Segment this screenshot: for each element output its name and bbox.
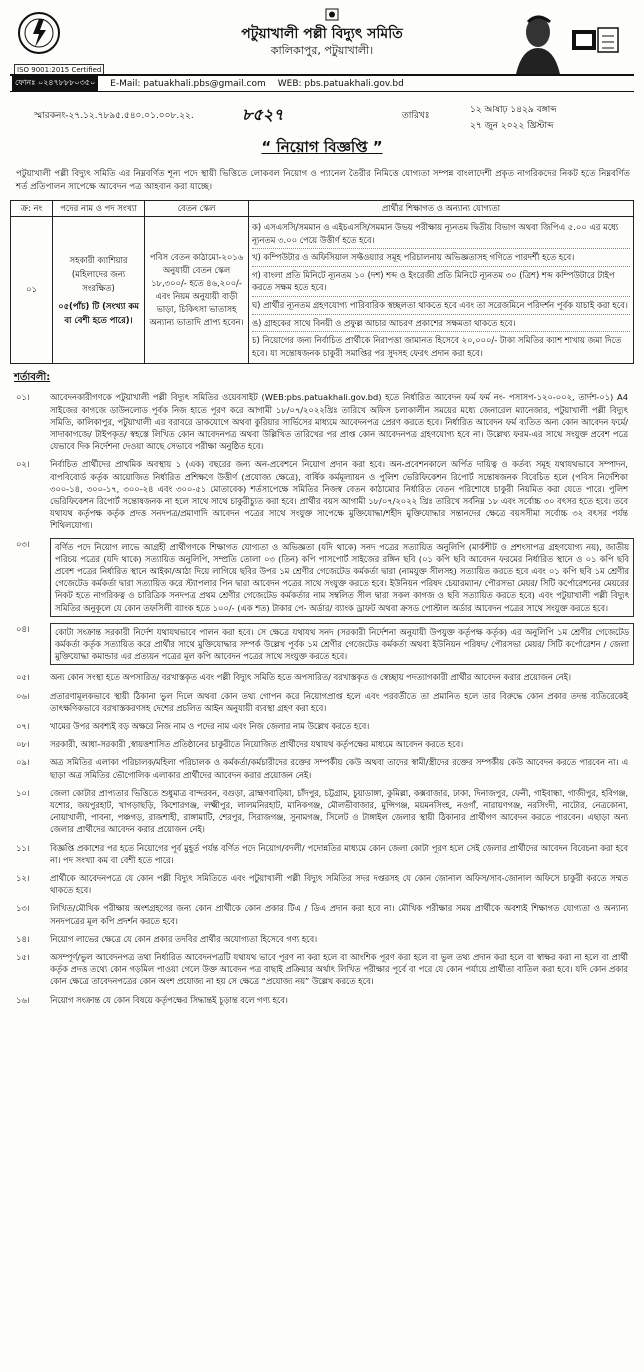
term-number: ১৩।: [16, 903, 30, 914]
term-number: ১৪।: [16, 933, 30, 944]
table-row: [11, 217, 634, 364]
iso-certification: ISO 9001:2015 Certified: [14, 64, 104, 76]
term-item: [10, 951, 634, 988]
term-number: ১২।: [16, 873, 30, 884]
portrait-image-icon: [508, 8, 564, 74]
date-bangla: ১২ আষাঢ় ১৪২৯ বঙ্গাব্দ: [470, 105, 557, 115]
term-item: [10, 671, 634, 683]
email-link[interactable]: E-Mail: patuakhali.pbs@gmail.com: [110, 78, 266, 89]
website-link[interactable]: WEB: pbs.patuakhali.gov.bd: [277, 78, 404, 89]
header-pay-scale: বেতন স্কেল: [145, 201, 249, 217]
row-serial: ০১: [11, 217, 53, 364]
term-text: জেলা কোটার প্রাপ্যতার ভিত্তিতে শুধুমাত্র বান্দরবন, বগুড়া, ব্রাহ্মণবাড়িয়া, চাঁদপুর, চট্টগ্রাম, চুয়াডাঙ্গা, কুমিল্লা, কক্সবাজার, ঢাকা, দিনাজপুর, ফেনী, গাইবান্ধা, গাজীপুর, হবিগঞ্জ, যশোর, জয়পুরহাট, খাগড়াছড়ি, কিশোরগঞ্জ, লক্ষ্মীপুর, লালমনিরহাট, মানিকগঞ্জ, মৌলভীবাজার, মুন্সিগঞ্জ, ময়মনসিংহ, নওগাঁ, নারায়ণগঞ্জ, নরসিংদী, নাটোর, নেত্রকোনা, নোয়াখালী, পাবনা, পঞ্চগড়, রাজশাহী, রাঙ্গামাটি, শেরপুর, সিরাজগঞ্জ, সুনামগঞ্জ, সিলেট ও টাঙ্গাইল জেলার স্থায়ী ঠিকানার প্রার্থীগণ আবেদন করতে পারবেন। এছাড়া অন্য জেলার প্রার্থীদের আবেদন করার প্রয়োজন নেই।: [50, 787, 628, 835]
post-count: ০৫(পাঁচ) টি (সংখ্যা কম বা বেশী হতে পারে)।: [58, 301, 139, 326]
term-item: [10, 690, 634, 714]
notice-title-container: [10, 136, 634, 162]
terms-list: [10, 391, 634, 1006]
vacancy-table: [10, 200, 634, 364]
term-item: [10, 994, 634, 1006]
post-cell: [53, 217, 145, 364]
term-item: [10, 902, 634, 926]
government-seal-icon: [312, 8, 352, 22]
term-number: ০৮।: [16, 739, 30, 750]
organization-address: কালিকাপুর, পটুয়াখালী।: [270, 44, 374, 57]
term-text: প্রতারণামূলকভাবে স্থায়ী ঠিকানা ভুল দিলে অথবা কোন তথ্য গোপন করে নিয়োগপ্রাপ্ত হলে এবং পরবর্তীতে তা প্রমানিত হলে তার বিরুদ্ধে কোন প্রকার তদন্ত ব্যতিরেকেই তাৎক্ষণিকভাবে বরখাস্তকরণসহ দেশের প্রচলিত আইন অনুযায়ী ব্যবস্থা গ্রহণ করা হবে।: [50, 690, 628, 713]
term-item: [10, 623, 634, 666]
memo-reference: স্মারকনং-২৭.১২.৭৮৯৫.৫৪০.০১.০০৮.২২.: [34, 111, 194, 121]
memo-number: ৮৫২৭: [242, 105, 284, 124]
header-post: পদের নাম ও পদ সংখ্যা: [53, 201, 145, 217]
term-text: বর্ণিত পদে নিয়োগ লাভে আগ্রহী প্রার্থীগণকে শিক্ষাগত যোগ্যতা ও অভিজ্ঞতা (যদি থাকে) সনদ পত্রের সত্যায়িত অনুলিপি (মার্কশীট ও প্রশংসাপত্র গ্রহণযোগ্য নয়), জাতীয় পরিচয় পত্রের (যদি থাকে) সত্যায়িত অনুলিপি, সম্প্রতি তোলা ০৩ (তিন) কপি পাসপোর্ট সাইজের রঙ্গিন ছবি (০১ কপি ছবি আবেদন ফরমের নির্ধারিত স্থানে ও ০১ কপি ছবি প্রবেশ পত্রের নির্ধারিত স্থানে আইকা/আঠা দিয়ে লাগিয়ে ছবির উপর ১ম শ্রেণীর গেজেটেড কর্মকর্তা দ্বারা (নামযুক্ত সীলসহ) সত্যায়িত করতে হবে এবং ০১ কপি ছবি ১ম শ্রেণীর গেজেটেড কর্মকর্তা দ্বারা সত্যায়িত করে স্ট্যাপলার পিন দ্বারা আবেদন পত্রের সাথে সংযুক্ত করতে হবে। ইউনিয়ন পরিষদ চেয়ারম্যান/ পৌরসভা মেয়র/ সিটি কর্পোরেশনের মেয়রের নিকট হতে নাগরিকত্ব ও চারিত্রিক সনদপত্র প্রথম শ্রেণীর গেজেটেড কর্মকর্তার নাম সম্বলিত সীল দ্বারা সকল কাগজ ও ছবি সত্যায়িত করতে হবে) এবং পটুয়াখালী পল্লী বিদ্যুৎ সমিতির অনুকূলে যে কোন তফসিলী ব্যাংক হতে ১০০/- (এক শত) টাকার পে- অর্ডার/ ব্যাংক ড্রাফট অথবা ক্রসড পোস্টাল অর্ডার আবেদন পত্রের সাথে সংযুক্ত করতে হবে।: [50, 538, 634, 617]
qualification-item: ক) এসএসসি/সমমান ও এইচএসসি/সমমান উভয় পরীক্ষায় ন্যূনতম দ্বিতীয় বিভাগ অথবা জিপিএ ৫.০০ এর মধ্যে ন্যূনতম ৩.০০ পেয়ে উত্তীর্ণ হতে হবে।: [252, 219, 630, 249]
term-number: ০৬।: [16, 690, 30, 701]
term-text: প্রার্থীকে আবেদনপত্রে যে কোন পল্লী বিদ্যুৎ সমিতিতে এবং পটুয়াখালী পল্লী বিদ্যুৎ সমিতির সদর দপ্তরসহ যে কোন জোনাল অফিস/সাব-জোনাল অফিসে চাকুরী করতে সম্মত থাকতে হবে।: [50, 873, 628, 896]
qualification-item: খ) কম্পিউটার ও অফিসিয়াল সফ্টওয়্যার সমূহ পরিচালনায় অভিজ্ঞতাসহ গণিতে পারদর্শী হতে হবে।: [252, 249, 630, 267]
term-item: [10, 391, 634, 452]
term-item: [10, 872, 634, 896]
letterhead: [10, 6, 634, 96]
term-text: অন্য কোন সংস্থা হতে অপসারিত/ বরখাস্তকৃত এবং পল্লী বিদ্যুৎ সমিতি হতে অপসারিত/ বরখাস্তকৃত ও স্বেচ্ছায় পদত্যাগকারী প্রার্থীর আবেদন করার প্রয়োজন নেই।: [50, 672, 571, 683]
term-text: খামের উপর অবশ্যই বড় অক্ষরে নিজ নাম ও পদের নাম এবং নিজ জেলার নাম উল্লেখ করতে হবে।: [50, 721, 370, 732]
post-name: সহকারী ক্যাশিয়ার (মহিলাদের জন্য সংরক্ষিত): [69, 255, 128, 294]
intro-paragraph: পটুয়াখালী পল্লী বিদ্যুৎ সমিতি এর নিম্নবর্ণিত শূন্য পদে স্থায়ী ভিত্তিতে লোকবল নিয়োগ ও প্যানেল তৈরীর নিমিত্তে যোগ্যতা সম্পন্ন বাংলাদেশী প্রকৃত নাগরিকদের নিকট হতে নিম্নবর্ণিত শর্ত প্রতিপালন সাপেক্ষে আবেদন পত্র আহবান করা যাচ্ছে।: [16, 169, 630, 192]
terms-heading: শর্তাবলী:: [14, 372, 51, 384]
term-number: ১৬।: [16, 994, 30, 1005]
qualification-item: গ) বাংলা প্রতি মিনিটে ন্যূনতম ১০ (দশ) শব্দ ও ইংরেজী প্রতি মিনিটে ন্যূনতম ৩০ (ত্রিশ) শব্দ কম্পিউটারে টাইপ করতে সক্ষম হতে হবে।: [252, 267, 630, 297]
term-number: ০২।: [16, 459, 30, 470]
header-serial: ক্র: নং: [11, 201, 53, 217]
phone-number: ফোনঃ ০২৪৭৮৮৮০৩৫০: [12, 76, 98, 91]
term-item: [10, 538, 634, 617]
table-header-row: [11, 201, 634, 217]
term-item: [10, 787, 634, 836]
date-english: ২৭ জুন ২০২২ খ্রিস্টাব্দ: [470, 121, 554, 131]
reference-row: [10, 102, 634, 136]
mujib-year-logo-icon: [568, 14, 624, 64]
term-item: [10, 738, 634, 750]
organization-name: পটুয়াখালী পল্লী বিদ্যুৎ সমিতি: [241, 26, 403, 42]
term-item: [10, 842, 634, 866]
term-item: [10, 458, 634, 531]
term-number: ১৫।: [16, 952, 30, 963]
term-text: অসম্পূর্ণ/ভুল আবেদনপত্র তথা নির্ধারিত আবেদনপত্রটি যথাযথ ভাবে পূরণ না করা হলে বা আংশিক পূরণ করা হলে বা ভুল তথ্য প্রদান করা হলে বা স্বাক্ষর করা না হলে বা প্রার্থী কর্তৃক প্রদত্ত তথ্যে কোন গড়মিল পাওয়া গেলে উক্ত আবেদন পত্র বাছাই প্রক্রিয়ার অর্থাৎ লিখিত পরীক্ষার পূর্বে বা পরে যে কোন পর্যায়ে প্রার্থীতা বাতিল করা হবে। যদি কোন প্রকার কোন ক্ষেত্রে তাবেদনপত্রের কোন অংশ প্রযোজ্য না হয় সে ক্ষেত্রে “প্রযোজ্য নয়” উল্লেখ করতে হবে।: [50, 952, 628, 987]
term-item: [10, 756, 634, 780]
term-text: আবেদনকারীগণকে পটুয়াখালী পল্লী বিদ্যুৎ সমিতির ওয়েবসাইট (WEB:pbs.patuakhali.gov.bd) হতে নির্ধারিত আবেদন ফর্ম ফর্ম নং- পসাসপ-১২০-০০২, তার্দশ-০১) A4 সাইজের কাগজে ডাউনলোড পূর্বক নিজ হাতে পূরণ করে আগামী ১৮/০৭/২০২২খ্রিঃ তারিখে অফিস চলাকালীন সময়ের মধ্যে জেনারেল ম্যানেজার, পটুয়াখালী পল্লী বিদ্যুৎ সমিতি, কালিকাপুর, পটুয়াখালী এর বরাবরে ডাকযোগে অথবা কুরিয়ার সার্ভিসের মাধ্যমে আবেদনপত্র প্রেরণ করতে হবে। নির্ধারিত আবেদন ফর্ম ব্যতিত অন্য কোন আবেদন ফর্মে/সাদাকাগজে/ টাইপকৃত/ স্বহস্তে লিখিত কোন আবেদনপত্র অথবা উল্লিখিত তারিখের পর প্রাপ্ত কোন আবেদনপত্র গ্রহণযোগ্য হবে না। উল্লেখ্য ফরম-এর সাথে সংযুক্ত প্রবেশ পত্রে যেভাবে দিক নির্দেশনা দেওয়া আছে সেভাবে পরীক্ষা অনুষ্ঠিত হবে।: [50, 392, 628, 452]
term-item: [10, 933, 634, 945]
term-number: ০৩।: [16, 538, 30, 549]
qualification-item: ঙ) গ্রাহকের সাথে বিনয়ী ও প্রফুল্ল আচার আচরণ প্রকাশের সক্ষমতা থাকতে হবে।: [252, 315, 630, 333]
date-label: তারিখঃ: [402, 111, 430, 121]
term-number: ১১।: [16, 842, 30, 853]
term-number: ০৯।: [16, 757, 30, 768]
term-text: নিয়োগ সংক্রান্ত যে কোন বিষয়ে কর্তৃপক্ষের সিদ্ধান্তই চূড়ান্ত বলে গণ্য হবে।: [50, 994, 288, 1005]
term-text: নির্বাচিত প্রার্থীদের প্রাথমিক অবস্থায় ১ (এক) বছরের জন্য অন-প্রবেশনে নিয়োগ প্রদান করা হবে। অন-প্রবেশনকালে অর্পিত দায়িত্ব ও কর্তব্য সমূহ যথাযথভাবে সম্পাদন, বাপবিবোর্ড কর্তৃক আয়োজিত নির্ধারিত প্রশিক্ষণে উত্তীর্ণ (প্রযোজ্য ক্ষেত্রে), বার্ষিক কর্মমূল্যায়ন ও পুলিশ ভেরিফিকেশন রিপোর্ট সন্তোষজনক বিবেচিত হলে (পবিস নির্দেশিকা ৩০০-১৪, ৩০০-১৭, ৩০০-২৪ এবং ৩০০-৫১ মোতাবেক) শর্তসাপেক্ষে সমিতির নিজস্ব বেতন কাঠামোর নির্ধারিত বেতন পরিশোধে চাকুরী নিয়মিত করা যেতে পারে। পুলিশ ভেরিফিকেশন রিপোর্ট সন্তোষজনক না হলে সাথে সাথে চাকুরীচ্যুত করা হবে। প্রার্থীর বয়স আগামী ১৮/০৭/২০২২ খ্রিঃ তারিখে সর্বনিম্ন ১৮ এবং সর্বোচ্চ ৩০ বৎসর হতে হবে। তবে যথাযথ কর্তৃপক্ষ কর্তৃক প্রদত্ত সনদপত্র/প্রমাণাদি আবেদন পত্রের সাথে সংযুক্ত সাপেক্ষে মুক্তিযোদ্ধা/শহীদ মুক্তিযোদ্ধার সন্তানদের ক্ষেত্রে বয়সসীমা সর্বোচ্চ ৩২ বৎসর পর্যন্ত শিথিলযোগ্য।: [50, 459, 628, 531]
term-number: ১০।: [16, 787, 30, 798]
qualification-item: ঘ) প্রার্থীর ন্যূনতম গ্রহণযোগ্য পারিবারিক স্বচ্ছলতা থাকতে হবে এবং তা সরেজমিনে পরিদর্শন পূর্বক যাচাই করা হবে।: [252, 297, 630, 315]
term-text: লিখিত/মৌখিক পরীক্ষায় অংশগ্রহণের জন্য কোন প্রার্থীকে কোন প্রকার টিএ / ডিএ প্রদান করা হবে না। মৌখিক পরীক্ষার সময় প্রার্থীকে অবশ্যই শিক্ষাগত যোগ্যতা ও অন্যান্য সনদপত্রের মূল কপি প্রদর্শন করতে হবে।: [50, 903, 628, 926]
term-number: ০৭।: [16, 721, 30, 732]
term-number: ০১।: [16, 392, 30, 403]
qualification-cell: [249, 217, 634, 364]
term-text: সরকারী, আধা-সরকারী ,স্বায়ত্তশাসিত প্রতিষ্ঠানের চাকুরীতে নিয়োজিত প্রার্থীদের যথাযথ কর্তৃপক্ষের মাধ্যমে আবেদন করতে হবে।: [50, 739, 464, 750]
term-number: ০৪।: [16, 623, 30, 634]
header-qualification: প্রার্থীর শিক্ষাগত ও অন্যান্য যোগ্যতা: [249, 201, 634, 217]
qualification-item: চ) নিয়োগের জন্য নির্বাচিত প্রার্থীকে নিরাপত্তা জামানত হিসেবে ২০,০০০/- টাকা সমিতির ক্যাশ শাখায় জমা দিতে হবে। যা সন্তোষজনক চাকুরী সমাপ্তির পর সুদসহ ফেরৎ প্রদান করা হবে।: [252, 335, 622, 358]
notice-title: “ নিয়োগ বিজ্ঞপ্তি ”: [261, 138, 383, 156]
term-number: ০৫।: [16, 672, 30, 683]
term-text: বিজ্ঞপ্তি প্রকাশের পর হতে নিয়োগের পূর্ব মুহূর্ত পর্যন্ত বর্ণিত পদে নিয়োগ/বদলী/ পদোন্নতির মাধ্যমে কোন জেলা কোটা পূরণ হলে সেই জেলার প্রার্থীদের আবেদন বিবেচনা করা হবে না। পদ সংখ্যা কম বা বেশী হতে পারে।: [50, 842, 628, 865]
term-item: [10, 720, 634, 732]
term-text: কোটা সংক্রান্ত সরকারী নির্দেশ যথাযথভাবে পালন করা হবে। সে ক্ষেত্রে যথাযথ সনদ (সরকারী নির্দেশনা অনুযায়ী উপযুক্ত কর্তৃপক্ষ কর্তৃক) এর অনুলিপি ১ম শ্রেণীর গেজেটেড কর্মকর্তা কর্তৃক সত্যায়িত করে প্রার্থীর সাথে মুক্তিযোদ্ধার সম্পর্ক উল্লেখ পূর্বক ১ম শ্রেণীর গেজেটেড কর্মকর্তা অথবা ইউনিয়ন পরিষদ/ পৌরসভা মেয়র/ সিটি কর্পোরেশন / জেলা মুক্তিযোদ্ধা কমান্ডার এর প্রত্যয়ন পত্রের মূল কপি আবেদন পত্রের সাথে সংযুক্ত করতে হবে।: [50, 623, 634, 666]
pay-scale-cell: পবিস বেতন কাঠামো-২০১৬ অনুযায়ী বেতন স্কেল ১৮,৩০০/- হতে ৪৬,২০০/- এবং নিয়ম অনুযায়ী বাড়ী ভাড়া, চিকিৎসা ভাতাসহ অন্যান্য ভাতাদি প্রাপ্য হবেন।: [145, 217, 249, 364]
term-text: অত্র সমিতির এলাকা পরিচালক/মহিলা পরিচালক ও কর্মকর্তা/কর্মচারীদের রক্তের সম্পর্কীয় কেউ অথবা তাদের স্বামী/স্ত্রীদের রক্তের সম্পর্কীয় কেউ আবেদন করতে পারবেন না। এ ছাড়া অত্র সমিতির ভৌগোলিক এলাকার প্রার্থীদের আবেদন করার প্রয়োজন নেই।: [50, 757, 628, 780]
contact-bar: [10, 74, 634, 92]
term-text: নিয়োগ লাভের ক্ষেত্রে যে কোন প্রকার তদবির প্রার্থীর অযোগ্যতা হিসেবে গণ্য হবে।: [50, 933, 318, 944]
